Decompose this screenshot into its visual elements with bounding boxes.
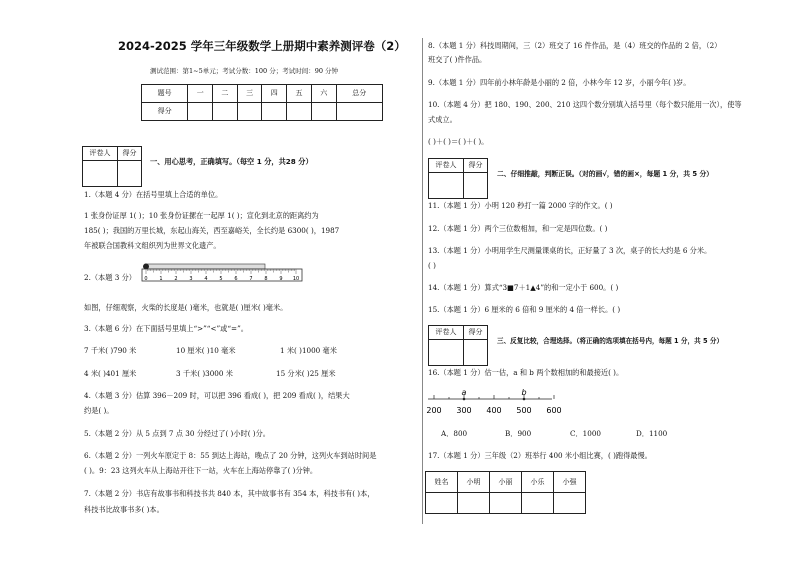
- grader-cell[interactable]: [429, 340, 464, 366]
- grader-cell[interactable]: [429, 173, 464, 199]
- ruler-figure: [140, 263, 305, 291]
- race-table-cell: [426, 493, 458, 514]
- number-line-label: 500: [516, 406, 532, 415]
- grader-label: 评卷人: [429, 326, 464, 340]
- question-1-line-a: 1 张身份证厚 1( )；10 张身份证摞在一起厚 1( )；宣化到北京的距离约为: [84, 211, 319, 220]
- ruler-label: 5: [219, 276, 223, 282]
- question-15: 15.（本题 1 分）6 厘米的 6 倍和 9 厘米的 4 倍一样长。( ): [428, 305, 621, 314]
- question-6-cont: ( )。9：23 这列火车从上海站开往下一站，火车在上海站停靠了( )分钟。: [84, 466, 318, 475]
- race-table-cell: [458, 493, 490, 514]
- race-table-name: 小丽: [490, 472, 522, 493]
- race-table-cell: [490, 493, 522, 514]
- grader-cell[interactable]: [83, 161, 118, 187]
- score-cell[interactable]: [336, 103, 382, 121]
- section-3-heading: 三、反复比较，合理选择。（将正确的选项填在括号内，每题 1 分，共 5 分）: [497, 337, 724, 345]
- ruler-label: 10: [292, 276, 300, 282]
- ruler-label: 8: [264, 276, 268, 282]
- question-5: 5.（本题 2 分）从 5 点到 7 点 30 分经过了( )小时( )分。: [84, 429, 270, 438]
- ruler-label: 1: [159, 276, 163, 282]
- option-a[interactable]: A．800: [441, 429, 468, 438]
- option-c[interactable]: C．1000: [570, 429, 601, 438]
- number-line-label: 300: [456, 406, 472, 415]
- number-line-label: 600: [546, 406, 562, 415]
- question-9: 9.（本题 1 分）四年前小林年龄是小丽的 2 倍，小林今年 12 岁，小丽今年( )岁。: [428, 78, 691, 87]
- score-header: 五: [287, 85, 312, 103]
- question-13: 13.（本题 1 分）小明用学生尺测量课桌的长，正好量了 3 次，桌子的长大约是 6 分米。: [428, 246, 712, 255]
- race-table-header: 姓名: [426, 472, 458, 493]
- page-title: 2024-2025 学年三年级数学上册期中素养测评卷（2）: [118, 39, 406, 53]
- question-3-item: 4 米( )401 厘米: [84, 369, 137, 378]
- race-table-name: 小乐: [522, 472, 554, 493]
- ruler-label: 9: [279, 276, 283, 282]
- point-a-marker: [463, 398, 466, 401]
- grader-label: 评卷人: [83, 147, 118, 161]
- number-line-ticks: [426, 395, 561, 415]
- race-table: [425, 471, 586, 514]
- exam-info: 测试范围：第1~5单元；考试分数：100 分；考试时间：90 分钟: [150, 67, 339, 75]
- question-7: 7.（本题 2 分）书店有故事书和科技书共 840 本，其中故事书有 354 本，科技书有( )本，: [84, 489, 375, 498]
- score-header: 二: [213, 85, 238, 103]
- question-3-item: 15 分米( )25 厘米: [276, 369, 336, 378]
- score-table: [141, 84, 383, 121]
- question-2: 2.（本题 3 分）: [84, 273, 136, 282]
- point-a-label: a: [461, 388, 467, 397]
- number-line: [426, 387, 562, 417]
- ruler-label: 0: [144, 276, 148, 282]
- point-b-label: b: [521, 388, 527, 397]
- question-10-cont: 式成立。: [428, 115, 457, 124]
- option-d[interactable]: D．1100: [636, 429, 668, 438]
- score-header: 一: [188, 85, 213, 103]
- score-header: 六: [311, 85, 336, 103]
- question-4: 4.（本题 3 分）估算 396－209 时，可以把 396 看成( )，把 209 看成( )，结果大: [84, 391, 350, 400]
- question-3-item: 10 厘米( )10 毫米: [176, 346, 236, 355]
- question-8-cont: 班交了( )件作品。: [428, 55, 487, 64]
- section-2-heading: 二、仔细推敲，判断正误。（对的画√，错的画×，每题 1 分，共 5 分）: [497, 170, 714, 178]
- question-3: 3.（本题 6 分）在下面括号里填上“>”“<”或“=”。: [84, 324, 248, 333]
- score-cell[interactable]: [311, 103, 336, 121]
- score-cell[interactable]: [262, 103, 287, 121]
- score-header: 总分: [336, 85, 382, 103]
- ruler-label: 4: [204, 276, 208, 282]
- score-cell[interactable]: [188, 103, 213, 121]
- question-13-cont: ( ): [428, 261, 436, 270]
- score-cell[interactable]: [287, 103, 312, 121]
- question-4-cont: 约是( )。: [84, 406, 114, 415]
- ruler-label: 2: [174, 276, 178, 282]
- question-14: 14.（本题 1 分）算式“3■7＋1▲4”的和一定小于 600。( ): [428, 283, 619, 292]
- race-table-name: 小明: [458, 472, 490, 493]
- point-b-marker: [523, 398, 526, 401]
- question-1-line-c: 年被联合国教科文组织列为世界文化遗产。: [84, 241, 221, 250]
- race-table-name: 小强: [554, 472, 586, 493]
- score-label: 得分: [464, 159, 488, 173]
- question-6: 6.（本题 2 分）一列火车原定于 8：55 到达上海站，晚点了 20 分钟，这列火车到站时间是: [84, 451, 377, 460]
- grader-box: [428, 158, 488, 199]
- question-12: 12.（本题 1 分）两个三位数相加，和一定是四位数。( ): [428, 224, 608, 233]
- question-3-item: 3 千米( )3000 米: [176, 369, 233, 378]
- ruler-label: 6: [234, 276, 238, 282]
- score-cell[interactable]: [118, 161, 142, 187]
- section-1-heading: 一、用心思考，正确填写。（每空 1 分，共28 分）: [150, 157, 313, 166]
- score-label: 得分: [464, 326, 488, 340]
- score-label: 得分: [118, 147, 142, 161]
- ruler-label: 7: [249, 276, 253, 282]
- grader-box: [428, 325, 488, 366]
- question-1: 1.（本题 4 分）在括号里填上合适的单位。: [84, 190, 223, 199]
- number-line-label: 200: [426, 406, 442, 415]
- score-row-label: 得分: [142, 103, 188, 121]
- question-1-line-b: 185( )；我国的万里长城，东起山海关，西至嘉峪关，全长约是 6300( )，1987: [84, 226, 340, 235]
- score-cell[interactable]: [213, 103, 238, 121]
- option-b[interactable]: B．900: [505, 429, 532, 438]
- question-16: 16.（本题 1 分）估一估，a 和 b 两个数相加的和最接近( )。: [428, 368, 624, 377]
- question-17: 17.（本题 1 分）三年级（2）班举行 400 米小组比赛，( )跑得最慢。: [428, 451, 652, 460]
- score-cell[interactable]: [237, 103, 262, 121]
- question-11: 11.（本题 1 分）小明 120 秒打一篇 2000 字的作文。( ): [428, 201, 613, 210]
- column-divider: [422, 38, 423, 524]
- score-cell[interactable]: [464, 173, 488, 199]
- race-table-cell: [522, 493, 554, 514]
- ruler-label: 3: [189, 276, 193, 282]
- grader-label: 评卷人: [429, 159, 464, 173]
- number-line-label: 400: [486, 406, 502, 415]
- question-10-equation: ( )＋( )＝( )＋( )。: [428, 137, 489, 146]
- question-8: 8.（本题 1 分）科技周期间，三（2）班交了 16 件作品，是（4）班交的作品的 2 倍，（2）: [428, 41, 722, 50]
- score-header: 题号: [142, 85, 188, 103]
- matchstick: [145, 264, 265, 269]
- score-header: 四: [262, 85, 287, 103]
- question-7-cont: 科技书比故事书多( )本。: [84, 505, 164, 514]
- score-header: 三: [237, 85, 262, 103]
- question-2-text: 如图，仔细观察，火柴的长度是( )毫米，也就是( )厘米( )毫米。: [84, 303, 288, 312]
- question-3-item: 7 千米( )790 米: [84, 346, 137, 355]
- score-cell[interactable]: [464, 340, 488, 366]
- question-3-item: 1 米( )1000 毫米: [280, 346, 337, 355]
- grader-box: [82, 146, 142, 187]
- race-table-cell: [554, 493, 586, 514]
- question-10: 10.（本题 4 分）把 180、190、200、210 这四个数分别填入括号里（每个数只能用一次），使等: [428, 100, 742, 109]
